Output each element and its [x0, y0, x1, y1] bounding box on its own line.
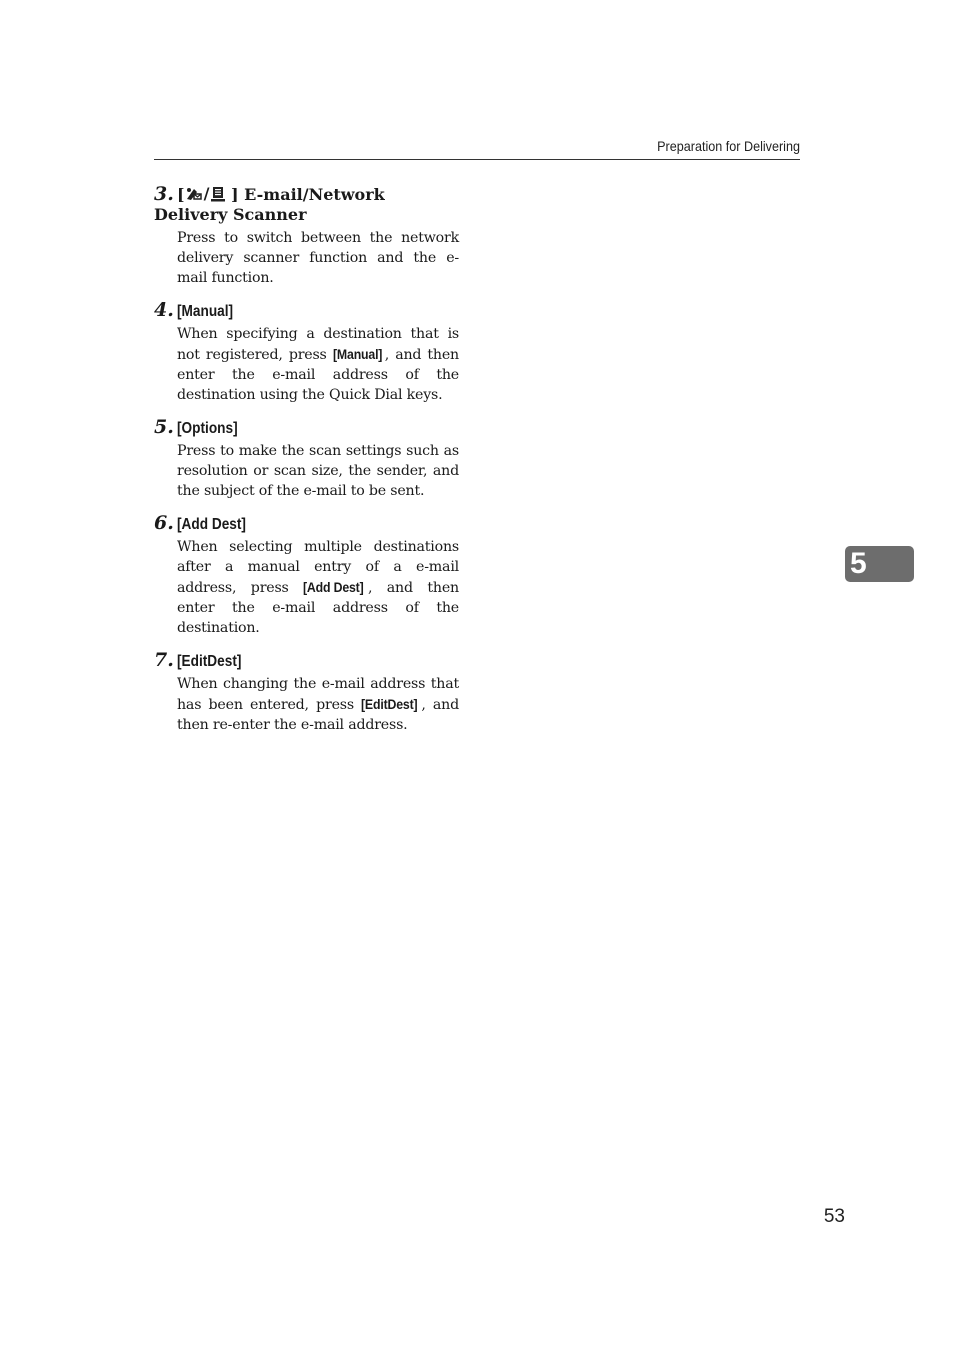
- chapter-tab: [845, 546, 914, 582]
- item-number: 7.: [154, 649, 174, 671]
- description-text: When changing the e-mail address that has been entered, press: [177, 676, 459, 713]
- item-heading: [154, 299, 459, 321]
- item-heading: [154, 512, 459, 534]
- edit-dest-key-label: [EditDest]: [177, 653, 242, 670]
- email-icon: [185, 186, 202, 202]
- item-description: [177, 537, 459, 638]
- item-description: Press to make the scan settings such as resolution or scan size, the sender, and the subject of the e-mail to be sent.: [177, 443, 459, 499]
- key-descriptions: [154, 184, 459, 746]
- add-dest-key-label: [Add Dest]: [177, 516, 246, 533]
- page-number: 53: [823, 1206, 845, 1227]
- options-key-label: [Options]: [177, 420, 238, 437]
- description-text: When selecting multiple destinations after a manual entry of a e-mail address, press: [177, 539, 459, 596]
- chapter-number: 5: [850, 547, 867, 580]
- item-manual: [154, 299, 459, 405]
- inline-key-manual: [Manual]: [332, 346, 383, 362]
- item-edit-dest: [154, 649, 459, 735]
- inline-key-edit-dest: [EditDest]: [361, 696, 418, 712]
- item-heading: [154, 649, 459, 671]
- description-text: , and then enter the e-mail address of the destination.: [177, 580, 459, 636]
- description-text: , and then re-enter the e-mail address.: [177, 697, 459, 733]
- item-heading: [154, 416, 459, 438]
- running-header: Preparation for Delivering: [657, 138, 800, 154]
- network-scanner-icon: [211, 186, 225, 202]
- item-number: 6.: [154, 512, 174, 534]
- item-add-dest: [154, 512, 459, 638]
- bracket-open: [: [177, 185, 185, 204]
- item-description: [177, 674, 459, 735]
- inline-key-add-dest: [Add Dest]: [303, 579, 364, 595]
- item-description: Press to switch between the network delivery scanner function and the e-mail function.: [177, 230, 459, 286]
- item-description: [177, 324, 459, 405]
- manual-key-label: [Manual]: [177, 303, 234, 320]
- item-heading: [154, 184, 459, 225]
- item-number: 3.: [154, 183, 174, 205]
- item-email-network-scanner: [154, 184, 459, 288]
- description-text: When specifying a destination that is not registered, press: [177, 326, 459, 363]
- header-rule: [154, 159, 800, 160]
- description-text: , and then enter the e-mail address of the destination using the Quick Dial keys.: [177, 347, 459, 403]
- bracket-close: ]: [231, 185, 239, 204]
- item-number: 4.: [154, 299, 174, 321]
- item-number: 5.: [154, 416, 174, 438]
- item-title: E-mail/Network Delivery Scanner: [154, 185, 385, 224]
- icon-group: /: [185, 184, 226, 204]
- item-options: [154, 416, 459, 501]
